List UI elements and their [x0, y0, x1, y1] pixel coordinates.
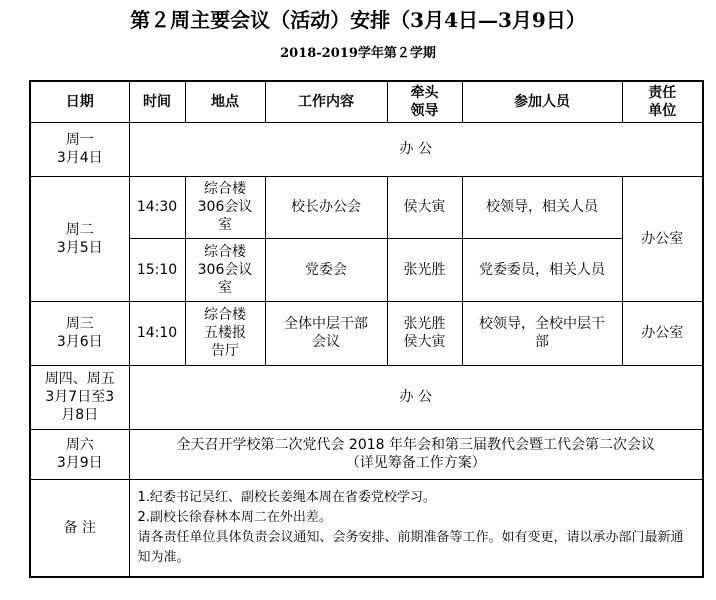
- header-dept: 责任 单位: [622, 81, 703, 122]
- leader-cell: 侯大寅: [387, 176, 462, 238]
- leader-cell: 张光胜 侯大寅: [387, 301, 462, 365]
- dept-cell: 办公室: [622, 176, 703, 301]
- dept-cell: 办公室: [622, 301, 703, 365]
- header-attendees: 参加人员: [462, 81, 622, 122]
- date-cell: 周一 3月4日: [30, 122, 129, 176]
- header-leader: 牵头 领导: [387, 81, 462, 122]
- time-cell: 14:10: [129, 301, 185, 365]
- note-line: 请各责任单位具体负责会议通知、会务安排、前期准备等工作。如有变更，请以承办部门最新通知为准。: [137, 529, 684, 565]
- note-line: 2.副校长徐春林本周二在外出差。: [137, 509, 332, 525]
- table-row-tuesday-2: [30, 238, 703, 301]
- table-row-monday: [30, 122, 703, 176]
- place-cell: 综合楼 五楼报 告厅: [185, 301, 265, 365]
- page-subtitle: 2018-2019学年第２学期: [280, 46, 436, 61]
- schedule-table: [29, 80, 704, 578]
- page-title: 第２周主要会议（活动）安排（3月4日—3月9日）: [130, 8, 586, 32]
- header-row: [30, 81, 703, 122]
- place-cell: 综合楼 306会议 室: [185, 176, 265, 238]
- leader-cell: 张光胜: [387, 238, 462, 301]
- time-cell: 14:30: [129, 176, 185, 238]
- date-cell: 周六 3月9日: [30, 429, 129, 479]
- content-cell: 全天召开学校第二次党代会 2018 年年会和第三届教代会暨工代会第二次会议 （详见筹备工作方案）: [129, 429, 703, 479]
- header-place: 地点: [185, 81, 265, 122]
- table-row-wednesday: [30, 301, 703, 365]
- note-line: 1.纪委书记吴红、副校长姜绳本周在省委党校学习。: [137, 489, 436, 505]
- date-cell: 周四、周五 3月7日至3 月8日: [30, 365, 129, 429]
- attendees-cell: 校领导，相关人员: [462, 176, 622, 238]
- date-cell: 周二 3月5日: [30, 176, 129, 301]
- table-row-notes: [30, 479, 703, 577]
- table-row-tuesday-1: [30, 176, 703, 238]
- notes-label: 备 注: [30, 479, 129, 577]
- place-cell: 综合楼 306会议 室: [185, 238, 265, 301]
- header-content: 工作内容: [265, 81, 387, 122]
- content-cell: 校长办公会: [265, 176, 387, 238]
- table-row-saturday: [30, 429, 703, 479]
- content-cell: 办 公: [129, 122, 703, 176]
- notes-cell: [129, 479, 703, 577]
- header-date: 日期: [30, 81, 129, 122]
- content-cell: 党委会: [265, 238, 387, 301]
- content-cell: 全体中层干部 会议: [265, 301, 387, 365]
- header-time: 时间: [129, 81, 185, 122]
- date-cell: 周三 3月6日: [30, 301, 129, 365]
- attendees-cell: 校领导，全校中层干 部: [462, 301, 622, 365]
- attendees-cell: 党委委员，相关人员: [462, 238, 622, 301]
- time-cell: 15:10: [129, 238, 185, 301]
- table-row-thursday-friday: [30, 365, 703, 429]
- content-cell: 办 公: [129, 365, 703, 429]
